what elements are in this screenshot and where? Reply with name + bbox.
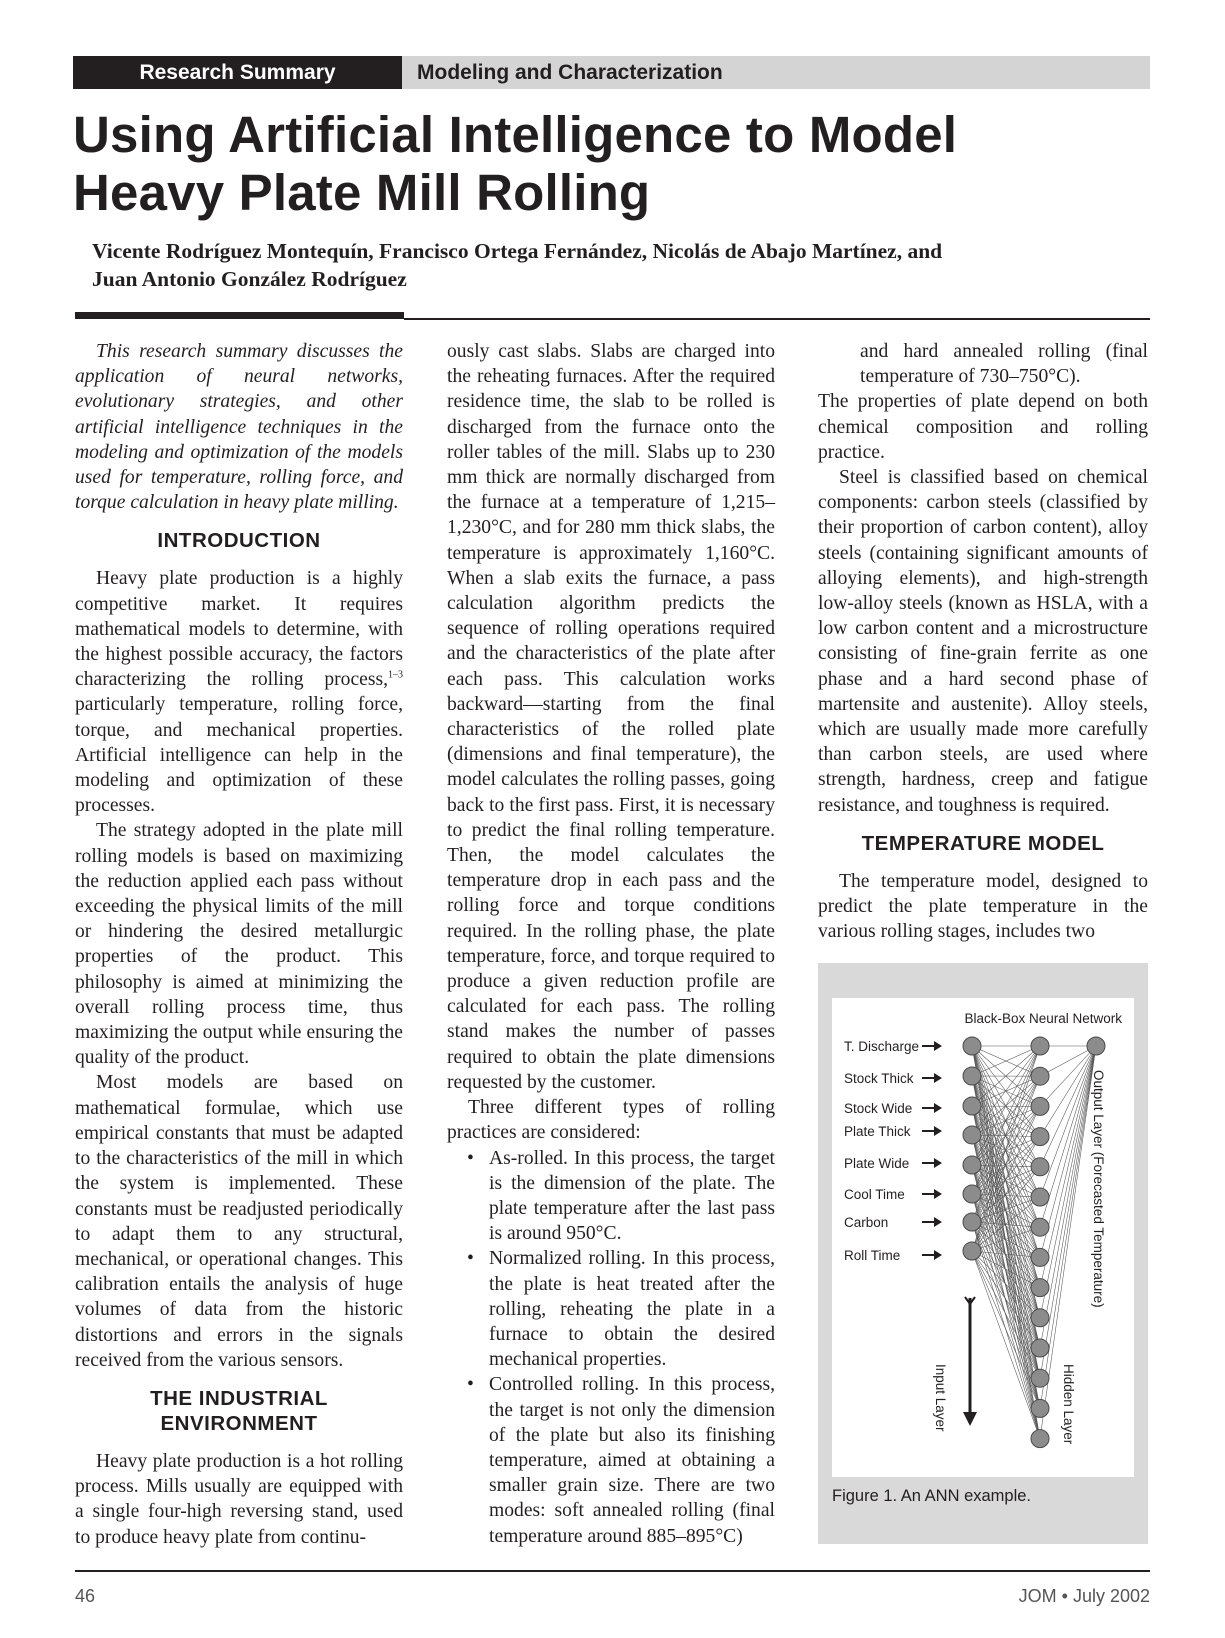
input-node — [963, 1213, 981, 1231]
connection — [1040, 1046, 1096, 1076]
intro-paragraph-1 — [75, 566, 403, 818]
intro-p1-text: Heavy plate production is a highly competitive market. It requires mathematical models to determine, with the highest possible accuracy, the factors characterizing the rolling process, — [75, 568, 403, 691]
industrial-paragraph-1: Heavy plate production is a hot rolling process. Mills usually are equipped with a single four-high reversing stand, used to produce heavy plate from continu- — [75, 1450, 403, 1548]
output-node — [1087, 1037, 1105, 1055]
industrial-paragraph-1-cont: ously cast slabs. Slabs are charged into the reheating furnaces. After the required residence time, the slab to be rolled is discharged from the furnace onto the roller tables of the mill. Slabs up to 230 mm thick are normally discharged from the furnace at a temperature of 1,215–1,230°C, and for 280 mm thick slabs, the temperature is approximately 1,160°C. When a slab exits the furnace, a pass calculation algorithm predicts the sequence of rolling operations required and the characteristics of the plate after each pass. This calculation works backward—starting from the final characteristics of the rolled plate (dimensions and final temperature), the model calculates the rolling passes, going back to the first pass. First, it is necessary to predict the final rolling temperature. Then, the model calculates the temperature drop in each pass and the rolling force and torque conditions required. In the rolling phase, the plate temperature, force, and torque required to produce a given reduction profile are calculated for each pass. The rolling stand makes the number of passes required to obtain the plate dimensions requested by the customer. — [447, 341, 775, 1093]
hidden-node — [1031, 1399, 1049, 1417]
citation-superscript: 1–3 — [388, 669, 403, 681]
temperature-paragraph-1: The temperature model, designed to predict the plate temperature in the various rolling stages, includes two — [818, 870, 1148, 943]
hidden-node — [1031, 1248, 1049, 1266]
hidden-node — [1031, 1279, 1049, 1297]
list-item-text: Normalized rolling. In this process, the plate is heat treated after the rolling, reheating the plate in a furnace to obtain the desired mechanical properties. — [489, 1248, 775, 1371]
input-node — [963, 1185, 981, 1203]
arrow-icon — [934, 1126, 942, 1136]
title-line-2: Heavy Plate Mill Rolling — [73, 164, 651, 221]
authors-line-1: Vicente Rodríguez Montequín, Francisco Ortega Fernández, Nicolás de Abajo Martínez, and — [92, 239, 943, 263]
arrow-icon — [934, 1217, 942, 1227]
input-label: Plate Wide — [844, 1156, 910, 1171]
hidden-node — [1031, 1188, 1049, 1206]
connection — [972, 1251, 1040, 1439]
figure-caption: Figure 1. An ANN example. — [832, 1487, 1032, 1505]
hidden-node — [1031, 1369, 1049, 1387]
hidden-node — [1031, 1430, 1049, 1448]
neural-network-diagram — [832, 998, 1134, 1477]
arrow-icon — [934, 1189, 942, 1199]
input-layer-label: Input Layer — [933, 1364, 948, 1432]
heading-line-1: THE INDUSTRIAL — [150, 1386, 328, 1410]
arrow-icon — [934, 1158, 942, 1168]
connection — [1040, 1046, 1096, 1378]
input-label: Stock Thick — [844, 1071, 914, 1086]
hidden-node — [1031, 1339, 1049, 1357]
hidden-node — [1031, 1037, 1049, 1055]
authors-line-2: Juan Antonio González Rodríguez — [92, 267, 407, 291]
industrial-paragraph-2: Three different types of rolling practices are considered: — [447, 1097, 775, 1144]
input-label: Cool Time — [844, 1187, 905, 1202]
title-rule-thick — [75, 312, 404, 319]
connection — [1040, 1046, 1096, 1197]
output-layer-label: Output Layer (Forecasted Temperature) — [1091, 1070, 1106, 1308]
hidden-node — [1031, 1128, 1049, 1146]
arrow-icon — [934, 1041, 942, 1051]
authors — [92, 237, 1152, 293]
abstract: This research summary discusses the application of neural networks, evolutionary strategies, and other artificial intelligence techniques in the modeling and optimization of the models used for temperature, rolling force, and torque calculation in heavy plate milling. — [75, 341, 403, 514]
hidden-node — [1031, 1218, 1049, 1236]
list-item-text: As-rolled. In this process, the target is the dimension of the plate. The plate temperature after the last pass is around 950°C. — [489, 1147, 775, 1245]
section-label: Research Summary — [139, 61, 336, 84]
figure-title: Black-Box Neural Network — [964, 1011, 1122, 1026]
column-3 — [818, 339, 1148, 944]
input-label: Stock Wide — [844, 1101, 913, 1116]
hidden-node — [1031, 1309, 1049, 1327]
category-label: Modeling and Characterization — [417, 61, 723, 84]
input-node — [963, 1037, 981, 1055]
hidden-node — [1031, 1067, 1049, 1085]
arrow-icon — [934, 1250, 942, 1260]
input-node — [963, 1242, 981, 1260]
heading-temperature-model: TEMPERATURE MODEL — [861, 831, 1105, 855]
hidden-layer-label: Hidden Layer — [1061, 1364, 1076, 1445]
connection — [972, 1222, 1040, 1378]
industrial-paragraph-3: The properties of plate depend on both chemical composition and rolling practice. — [818, 391, 1148, 463]
journal-info: JOM • July 2002 — [1018, 1586, 1150, 1606]
list-item: • Controlled rolling. In this process, the target is not only the dimension of the plate but also its finishing temperature, aimed at obtaining a smaller grain size. There are two modes: soft annealed rolling (final temperature around 885–895°C) — [467, 1374, 775, 1547]
list-item: • As-rolled. In this process, the target is the dimension of the plate. The plate temperature after the last pass is around 950°C. — [467, 1147, 775, 1245]
column-1 — [75, 339, 403, 1550]
connection — [972, 1194, 1040, 1348]
arrow-icon — [934, 1073, 942, 1083]
footer-rule — [75, 1570, 1150, 1572]
list-item: • Normalized rolling. In this process, the plate is heat treated after the rolling, reheating the plate in a furnace to obtain the desired mechanical properties. — [467, 1248, 775, 1371]
rolling-practices-list — [447, 1146, 775, 1549]
input-label: T. Discharge — [844, 1039, 920, 1054]
input-node — [963, 1067, 981, 1085]
column-2 — [447, 339, 775, 1549]
title-line-1: Using Artificial Intelligence to Model — [73, 106, 958, 163]
input-node — [963, 1126, 981, 1144]
input-layer-arrow-icon — [963, 1412, 977, 1426]
title-rule-thin — [404, 318, 1150, 320]
list-item-text: Controlled rolling. In this process, the target is not only the dimension of the plate but also its finishing temperature, aimed at obtaining a smaller grain size. There are two modes: soft annealed rolling (final temperature around 885–895°C) — [489, 1374, 775, 1547]
intro-p1-text-cont: particularly temperature, rolling force, torque, and mechanical properties. Artificial intelligence can help in the modeling and optimization of these processes. — [75, 694, 403, 817]
hidden-node — [1031, 1097, 1049, 1115]
list-item-continuation: and hard annealed rolling (final temperature of 730–750°C). — [860, 341, 1148, 388]
heading-industrial-environment — [75, 1386, 403, 1436]
heading-introduction: INTRODUCTION — [157, 529, 321, 553]
heading-line-2: ENVIRONMENT — [160, 1411, 318, 1435]
figure-panel — [832, 998, 1134, 1477]
input-node — [963, 1156, 981, 1174]
connection — [1040, 1046, 1096, 1318]
input-label: Carbon — [844, 1215, 889, 1230]
article-title — [73, 106, 1173, 222]
input-node — [963, 1097, 981, 1115]
arrow-icon — [934, 1103, 942, 1113]
page-number: 46 — [75, 1586, 96, 1606]
industrial-paragraph-4: Steel is classified based on chemical components: carbon steels (classified by their proportion of carbon content), alloy steels (containing significant amounts of alloying elements), and high-strength low-alloy steels (known as HSLA, with a low carbon content and a microstructure consisting of fine-grain ferrite as one phase and a hard second phase of martensite and austenite). Alloy steels, which are usually made more carefully than carbon steels, are used where strength, hardness, creep and fatigue resistance, and toughness is required. — [818, 467, 1148, 816]
input-label: Plate Thick — [844, 1124, 911, 1139]
intro-paragraph-2: The strategy adopted in the plate mill rolling models is based on maximizing the reduction applied each pass without exceeding the physical limits of the mill or hindering the desired metallurgic properties of the product. This philosophy is aimed at minimizing the overall rolling process time, thus maximizing the output while ensuring the quality of the product. — [75, 820, 403, 1069]
input-label: Roll Time — [844, 1248, 901, 1263]
hidden-node — [1031, 1158, 1049, 1176]
intro-paragraph-3: Most models are based on mathematical formulae, which use empirical constants that must be adapted to the characteristics of the mill in which the system is implemented. These constants must be readjusted periodically to adapt them to any structural, mechanical, or operational changes. This calibration entails the analysis of huge volumes of data from the historic distortions and errors in the signals received from the various sensors. — [75, 1072, 403, 1371]
